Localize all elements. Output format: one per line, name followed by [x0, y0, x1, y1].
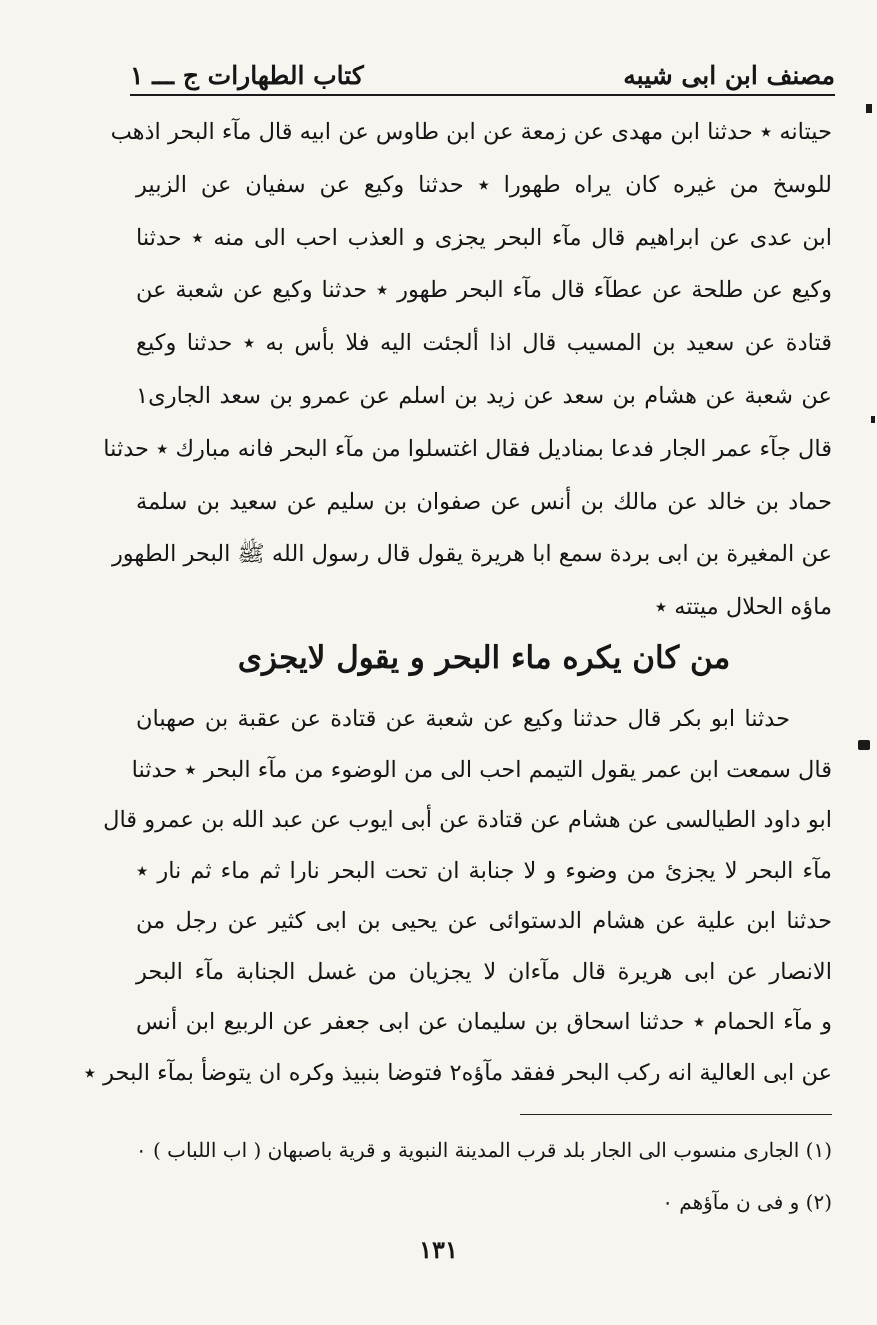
text-line: حيتانه ٭ حدثنا ابن مهدى عن زمعة عن ابن طاوس عن ابيه قال مآء البحر اذهب [110, 119, 832, 145]
text-line: حدثنا ابن علية عن هشام الدستوائى عن يحيى بن ابى كثير عن رجل من [136, 908, 832, 934]
ink-mark [858, 740, 870, 750]
text-line: و مآء الحمام ٭ حدثنا اسحاق بن سليمان عن ابى جعفر عن الربيع ابن أنس [136, 1009, 832, 1035]
text-line: حدثنا ابو بكر قال حدثنا وكيع عن شعبة عن قتادة عن عقبة بن صهبان [136, 706, 790, 732]
text-line: ابن عدى عن ابراهيم قال مآء البحر يجزى و العذب احب الى منه ٭ حدثنا [136, 224, 832, 251]
passage-one [103, 106, 832, 634]
ink-mark [871, 416, 875, 423]
text-line: قال جآء عمر الجار فدعا بمناديل فقال اغتسلوا من مآء البحر فانه مبارك ٭ حدثنا [103, 435, 832, 462]
text-line: عن ابى العالية انه ركب البحر ففقد مآؤه٢ فتوضا بنبيذ وكره ان يتوضأ بمآء البحر ٭ [83, 1059, 832, 1086]
text-line: قتادة عن سعيد بن المسيب قال اذا ألجئت اليه فلا بأس به ٭ حدثنا وكيع [136, 330, 832, 357]
text-line: للوسخ من غيره كان يراه طهورا ٭ حدثنا وكيع عن سفيان عن الزبير [136, 171, 832, 198]
footnote: (١) الجارى منسوب الى الجار بلد قرب المدينة النبوية و قرية باصبهان ( اب اللباب ) ٠ [135, 1138, 832, 1162]
page-number: ١٣١ [419, 1235, 458, 1264]
passage-two [83, 694, 832, 1098]
text-line: ابو داود الطيالسى عن هشام عن قتادة عن أبى ايوب عن عبد الله بن عمرو قال [103, 807, 832, 833]
text-line: الانصار عن ابى هريرة قال مآءان لا يجزيان من غسل الجنابة مآء البحر [136, 958, 832, 985]
running-header [130, 36, 835, 90]
footnote-rule [520, 1114, 832, 1115]
text-line: ماؤه الحلال ميتته ٭ [654, 594, 832, 621]
section-heading: من كان يكره ماء البحر و يقول لايجزى [237, 640, 731, 676]
header-book-title: مصنف ابن ابی شیبه [623, 61, 835, 90]
header-chapter-title: كتاب الطهارات ج ـــ ١ [130, 61, 364, 90]
text-line: مآء البحر لا يجزئ من وضوء و لا جنابة ان تحت البحر نارا ثم ماء ثم نار ٭ [136, 857, 832, 884]
text-line: قال سمعت ابن عمر يقول التيمم احب الى من الوضوء من مآء البحر ٭ حدثنا [131, 756, 832, 783]
header-rule [130, 94, 835, 96]
footnote: (٢) و فى ن مآؤهم ٠ [662, 1190, 832, 1214]
text-line: حماد بن خالد عن مالك بن أنس عن صفوان بن سليم عن سعيد بن سلمة [136, 488, 832, 515]
ink-mark [866, 104, 872, 113]
text-line: وكيع عن طلحة عن عطآء قال مآء البحر طهور ٭ حدثنا وكيع عن شعبة عن [136, 277, 832, 304]
text-line: عن المغيرة بن ابى بردة سمع ابا هريرة يقول قال رسول الله ﷺ البحر الطهور [111, 541, 832, 568]
footnotes [136, 1124, 832, 1228]
text-line: عن شعبة عن هشام بن سعد عن زيد بن اسلم عن عمرو بن سعد الجارى١ [136, 382, 832, 409]
